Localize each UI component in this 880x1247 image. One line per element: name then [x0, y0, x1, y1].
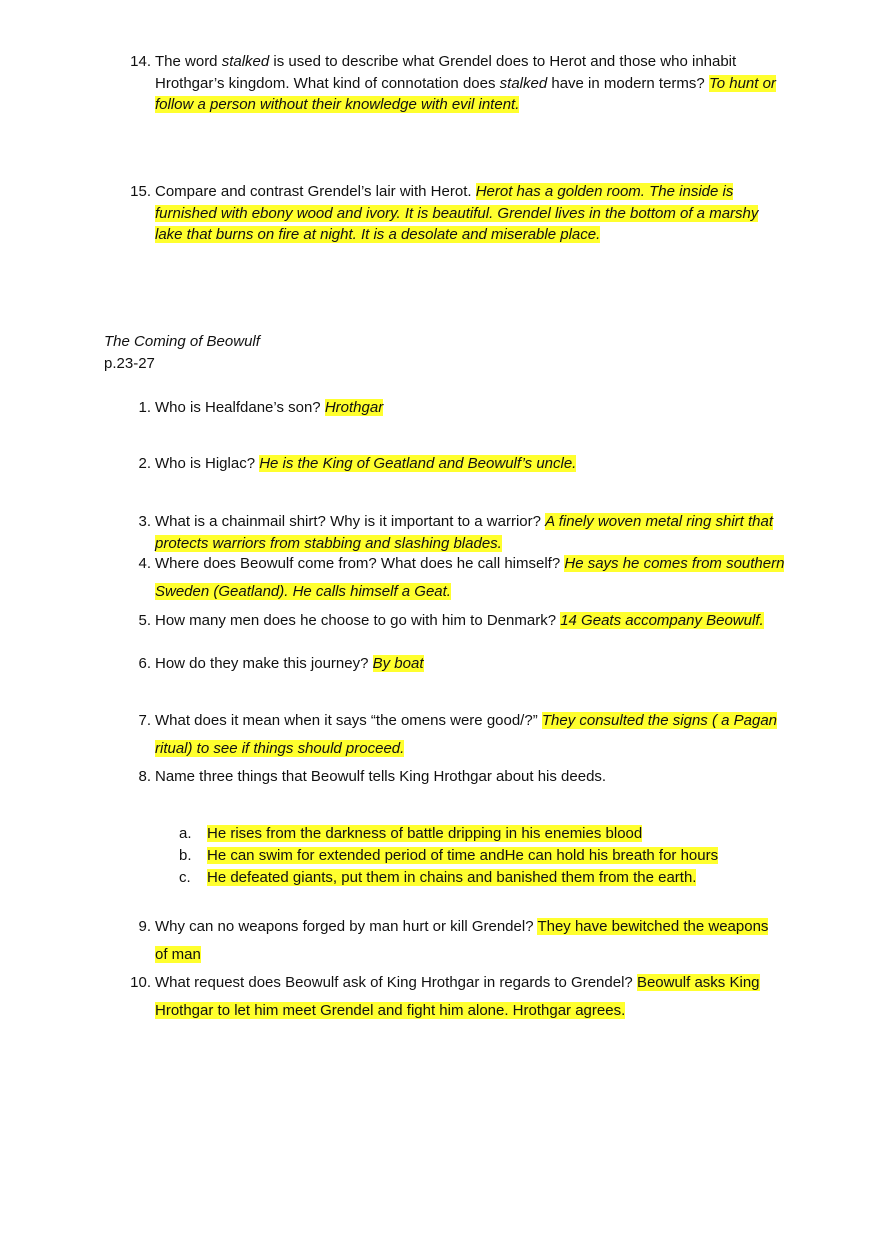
question-number: 15. [130, 183, 151, 200]
question-5 [138, 610, 785, 632]
deed-text: He rises from the darkness of battle dripping in his enemies blood [207, 825, 643, 842]
question-number: 4. [138, 555, 151, 572]
question-text: How do they make this journey? [155, 655, 373, 672]
question-text: have in modern terms? [547, 74, 709, 92]
question-number: 5. [138, 612, 151, 629]
question-number: 6. [138, 655, 151, 672]
question-7 [138, 707, 785, 763]
question-text: What is a chainmail shirt? Why is it important to a warrior? [155, 513, 546, 530]
answer-highlight: They have bewitched the weapons of man [155, 918, 769, 963]
question-text-italic: stalked [221, 53, 270, 70]
question-number: 14. [130, 53, 151, 70]
question-4 [138, 550, 785, 606]
question-number: 2. [138, 455, 151, 472]
answer-highlight: They consulted the signs ( a Pagan ritual) to see if things should proceed. [155, 712, 778, 757]
deed-letter: c. [179, 869, 191, 886]
deed-letter: b. [179, 847, 192, 864]
deed-item-c [179, 867, 787, 889]
deed-text: He defeated giants, put them in chains and banished them from the earth. [207, 869, 697, 886]
question-text: Why can no weapons forged by man hurt or kill Grendel? [155, 918, 538, 935]
question-number: 9. [138, 918, 151, 935]
answer-highlight: A finely woven metal ring shirt that protects warriors from stabbing and slashing blades. [155, 513, 774, 552]
deed-text: He can swim for extended period of time andHe can hold his breath for hours [207, 847, 719, 864]
question-6 [138, 653, 785, 675]
question-text: is used to describe what Grendel does to Herot and those who inhabit Hrothgar’s kingdom. What kind of connotation does [155, 53, 737, 92]
deed-letter: a. [179, 825, 192, 842]
question-number: 3. [138, 513, 151, 530]
deed-item-b [179, 845, 787, 867]
answer-highlight: He says he comes from southern Sweden (Geatland). He calls himself a Geat. [155, 555, 785, 600]
answer-highlight: To hunt or follow a person without their knowledge with evil intent. [155, 74, 776, 113]
question-text-italic: stalked [499, 74, 548, 92]
question-1 [138, 397, 785, 419]
section-title: The Coming of Beowulf [104, 333, 260, 350]
deed-item-a [179, 823, 787, 845]
question-8 [138, 766, 785, 788]
question-text: Compare and contrast Grendel’s lair with Herot. [155, 183, 476, 200]
question-text: Name three things that Beowulf tells King Hrothgar about his deeds. [155, 768, 607, 785]
question-text: How many men does he choose to go with him to Denmark? [155, 612, 561, 629]
question-text: Where does Beowulf come from? What does he call himself? [155, 555, 565, 572]
question-text: Who is Higlac? [155, 455, 260, 472]
question-10 [130, 969, 785, 1025]
answer-highlight: Herot has a golden room. The inside is furnished with ebony wood and ivory. It is beautiful. Grendel lives in the bottom of a marshy lake that burns on fire at night. It is a desolate and miserable place. [155, 183, 759, 243]
answer-highlight: Hrothgar [324, 399, 384, 416]
section-pages: p.23-27 [104, 355, 155, 372]
question-number: 10. [130, 974, 151, 991]
question-text: What does it mean when it says “the omens were good/?” [155, 712, 542, 729]
question-15 [130, 181, 785, 246]
question-14 [130, 51, 785, 116]
question-text: What request does Beowulf ask of King Hrothgar in regards to Grendel? [155, 974, 637, 991]
question-number: 7. [138, 712, 151, 729]
answer-highlight: By boat [372, 655, 424, 672]
question-number: 8. [138, 768, 151, 785]
question-2 [138, 453, 785, 475]
answer-highlight: Beowulf asks King Hrothgar to let him meet Grendel and fight him alone. Hrothgar agrees. [155, 974, 760, 1019]
question-text: Who is Healfdane’s son? [155, 399, 325, 416]
question-9 [138, 913, 785, 969]
answer-highlight: He is the King of Geatland and Beowulf’s uncle. [259, 455, 577, 472]
question-3 [138, 511, 785, 554]
question-text: The word [155, 53, 222, 70]
answer-highlight: 14 Geats accompany Beowulf. [560, 612, 764, 629]
question-number: 1. [138, 399, 151, 416]
